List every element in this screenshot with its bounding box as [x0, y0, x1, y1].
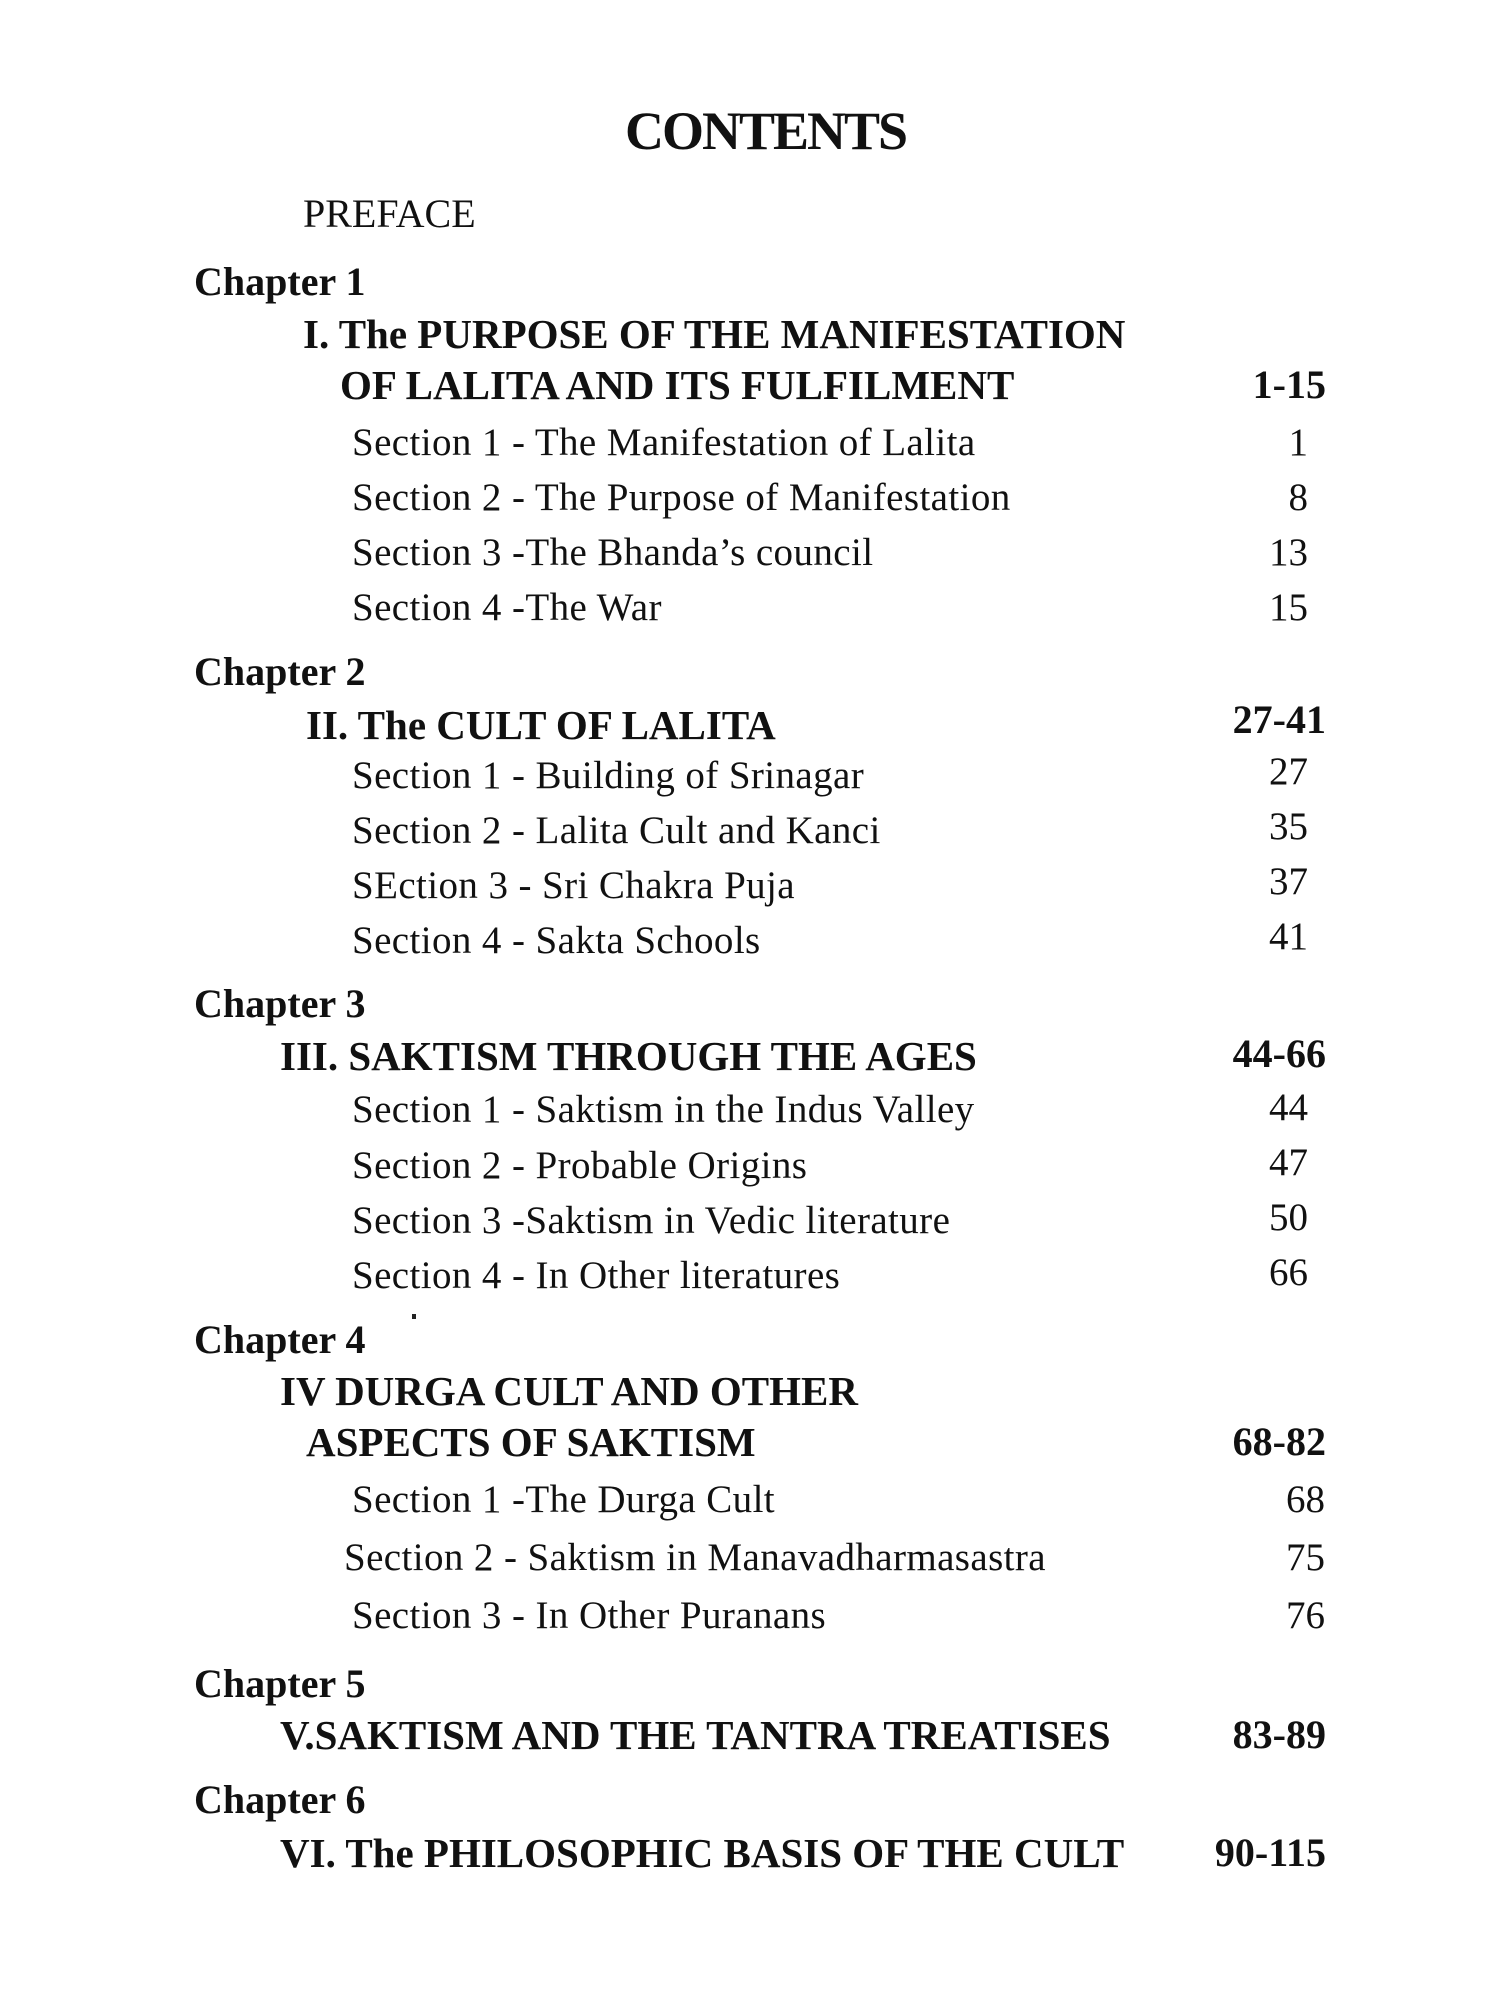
chapter-page-range: 83-89: [1232, 1712, 1326, 1757]
section-page: 15: [1269, 586, 1308, 629]
section-page: 27: [1269, 750, 1308, 793]
section-page: 75: [1286, 1536, 1325, 1579]
section-entry: Section 1 -The Durga Cult: [352, 1478, 776, 1521]
chapter-heading: II. The CULT OF LALITA: [306, 702, 776, 748]
section-entry: Section 1 - The Manifestation of Lalita: [352, 421, 976, 464]
section-page: 66: [1269, 1251, 1308, 1294]
section-entry: Section 4 -The War: [352, 586, 662, 629]
chapter-page-range: 44-66: [1232, 1031, 1326, 1076]
section-entry: SEction 3 - Sri Chakra Puja: [352, 864, 795, 907]
section-entry: Section 3 - In Other Puranans: [352, 1594, 827, 1637]
section-entry: Section 3 -The Bhanda’s council: [352, 531, 874, 574]
section-entry: Section 1 - Saktism in the Indus Valley: [352, 1088, 975, 1131]
section-entry: Section 2 - The Purpose of Manifestation: [352, 476, 1011, 519]
chapter-page-range: 27-41: [1232, 697, 1326, 742]
chapter-heading: ASPECTS OF SAKTISM: [306, 1419, 756, 1465]
chapter-page-range: 90-115: [1214, 1830, 1326, 1875]
section-page: 44: [1269, 1086, 1308, 1129]
section-entry: Section 2 - Saktism in Manavadharmasastra: [344, 1536, 1046, 1579]
chapter-label: Chapter 1: [194, 259, 366, 304]
section-page: 13: [1269, 531, 1308, 574]
section-entry: Section 2 - Lalita Cult and Kanci: [352, 809, 881, 852]
chapter-heading: V.SAKTISM AND THE TANTRA TREATISES: [280, 1712, 1111, 1758]
chapter-label: Chapter 2: [194, 649, 366, 694]
section-page: 47: [1269, 1141, 1308, 1184]
chapter-label: Chapter 5: [194, 1661, 366, 1706]
section-page: 76: [1286, 1594, 1325, 1637]
section-page: 37: [1269, 860, 1308, 903]
section-page: 35: [1269, 805, 1308, 848]
chapter-heading: IV DURGA CULT AND OTHER: [280, 1368, 858, 1414]
chapter-page-range: 1-15: [1252, 362, 1326, 407]
scan-speck: [412, 1314, 416, 1319]
page-title: CONTENTS: [625, 101, 907, 161]
section-page: 1: [1288, 421, 1308, 464]
section-page: 8: [1288, 476, 1308, 519]
chapter-heading: VI. The PHILOSOPHIC BASIS OF THE CULT: [280, 1830, 1125, 1876]
chapter-page-range: 68-82: [1232, 1419, 1326, 1464]
section-entry: Section 4 - In Other literatures: [352, 1254, 841, 1297]
chapter-heading: OF LALITA AND ITS FULFILMENT: [340, 362, 1015, 408]
chapter-label: Chapter 6: [194, 1777, 366, 1822]
section-entry: Section 1 - Building of Srinagar: [352, 754, 865, 797]
section-page: 50: [1269, 1196, 1308, 1239]
chapter-label: Chapter 3: [194, 981, 366, 1026]
section-entry: Section 4 - Sakta Schools: [352, 919, 761, 962]
preface-entry: PREFACE: [303, 191, 476, 236]
section-entry: Section 3 -Saktism in Vedic literature: [352, 1199, 951, 1242]
chapter-heading: III. SAKTISM THROUGH THE AGES: [280, 1033, 977, 1079]
section-entry: Section 2 - Probable Origins: [352, 1144, 808, 1187]
chapter-label: Chapter 4: [194, 1317, 366, 1362]
section-page: 41: [1269, 915, 1308, 958]
chapter-heading: I. The PURPOSE OF THE MANIFESTATION: [303, 311, 1126, 357]
section-page: 68: [1286, 1478, 1325, 1521]
